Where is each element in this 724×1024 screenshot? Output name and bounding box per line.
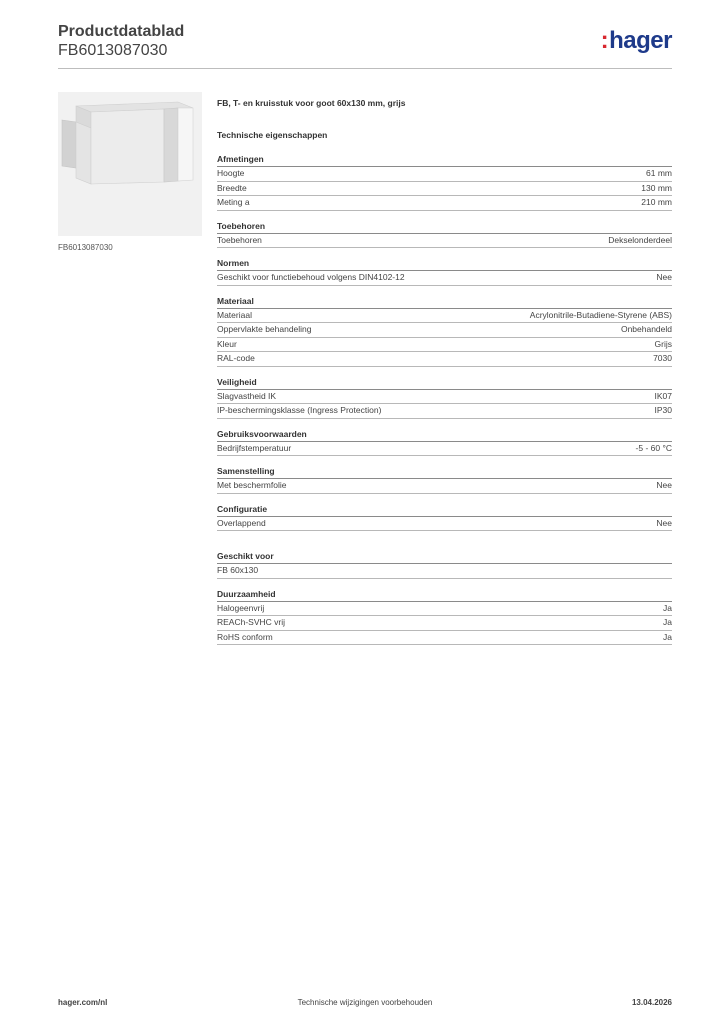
section-duurzaamheid [217,587,672,646]
section-title: Samenstelling [217,464,672,479]
header-divider [58,68,672,69]
spec-value: Dekselonderdeel [608,234,672,245]
spec-row [217,309,672,324]
technical-properties-title: Technische eigenschappen [217,130,328,140]
section-samenstelling [217,464,672,494]
section-title: Gebruiksvoorwaarden [217,427,672,442]
spec-label: IP-beschermingsklasse (Ingress Protection) [217,405,382,415]
spec-row [217,338,672,353]
spec-label: Toebehoren [217,234,262,245]
spec-label: Kleur [217,338,237,349]
section-title: Duurzaamheid [217,587,672,602]
section-title: Toebehoren [217,219,672,234]
spec-row [217,479,672,494]
specifications [217,96,672,653]
section-title: Afmetingen [217,152,672,167]
spec-label: Geschikt voor functiebehoud volgens DIN4102-12 [217,272,405,282]
section-title: Normen [217,256,672,271]
section-normen [217,256,672,286]
spec-value: Nee [656,517,672,528]
section-afmetingen [217,152,672,211]
spec-label: Overlappend [217,517,266,528]
spec-row [217,234,672,249]
spec-value: IK07 [654,390,672,401]
spec-label: Met beschermfolie [217,480,287,490]
image-caption: FB6013087030 [58,243,113,252]
logo-text: hager [609,27,672,54]
spec-label: RAL-code [217,353,255,363]
spec-value: Ja [663,602,672,613]
spec-row [217,404,672,419]
spec-value: Ja [663,617,672,627]
section-geschikt-voor [217,549,672,579]
spec-value: 61 mm [646,168,672,178]
section-veiligheid [217,375,672,419]
document-title: Productdatablad [58,23,185,40]
section-title: Configuratie [217,502,672,517]
spec-row [217,271,672,286]
spec-row [217,167,672,182]
spec-label: Oppervlakte behandeling [217,324,312,334]
spec-label: Breedte [217,182,247,193]
spec-value: 130 mm [641,182,672,193]
spec-label: Halogeenvrij [217,602,265,613]
section-title: Geschikt voor [217,549,672,564]
spec-row [217,442,672,457]
spec-value: -5 - 60 °C [635,442,672,453]
spec-value: Nee [656,272,672,282]
spec-label: Slagvastheid IK [217,390,277,401]
section-title: Materiaal [217,294,672,309]
footer-website-link[interactable]: hager.com/nl [58,998,108,1007]
spec-row [217,517,672,532]
spec-value: Acrylonitrile-Butadiene-Styrene (ABS) [529,309,672,320]
spec-row [217,196,672,211]
spec-label: RoHS conform [217,631,273,642]
spec-value: Nee [656,480,672,490]
spec-row [217,352,672,367]
section-configuratie [217,502,672,532]
t-piece-illustration [58,92,202,236]
spec-row [217,616,672,631]
product-id: FB6013087030 [58,42,168,59]
section-title: Veiligheid [217,375,672,390]
product-title: FB, T- en kruisstuk voor goot 60x130 mm, grijs [217,98,406,108]
spec-row [217,631,672,646]
spec-row [217,564,672,579]
product-image [58,92,202,236]
spec-row [217,602,672,617]
spec-row [217,182,672,197]
spec-value: 210 mm [641,197,672,207]
spec-value: Grijs [654,338,672,349]
footer-date: 13.04.2026 [631,998,672,1007]
spec-label: FB 60x130 [217,565,259,575]
spec-value: IP30 [654,405,672,415]
section-materiaal [217,294,672,367]
spec-label: REACh-SVHC vrij [217,617,286,627]
spec-label: Materiaal [217,309,252,320]
section-toebehoren [217,219,672,249]
spec-value: Ja [663,631,672,642]
footer-disclaimer: Technische wijzigingen voorbehouden [297,998,433,1007]
spec-value: 7030 [653,353,672,363]
spec-label: Meting a [217,197,250,207]
spec-label: Bedrijfstemperatuur [217,442,292,453]
spec-label: Hoogte [217,168,245,178]
spec-row [217,323,672,338]
logo-mark: : [600,27,609,54]
spec-row [217,390,672,405]
page-header [58,20,672,68]
spec-value: Onbehandeld [620,324,672,334]
hager-logo [601,28,672,54]
section-gebruiksvoorwaarden [217,427,672,457]
